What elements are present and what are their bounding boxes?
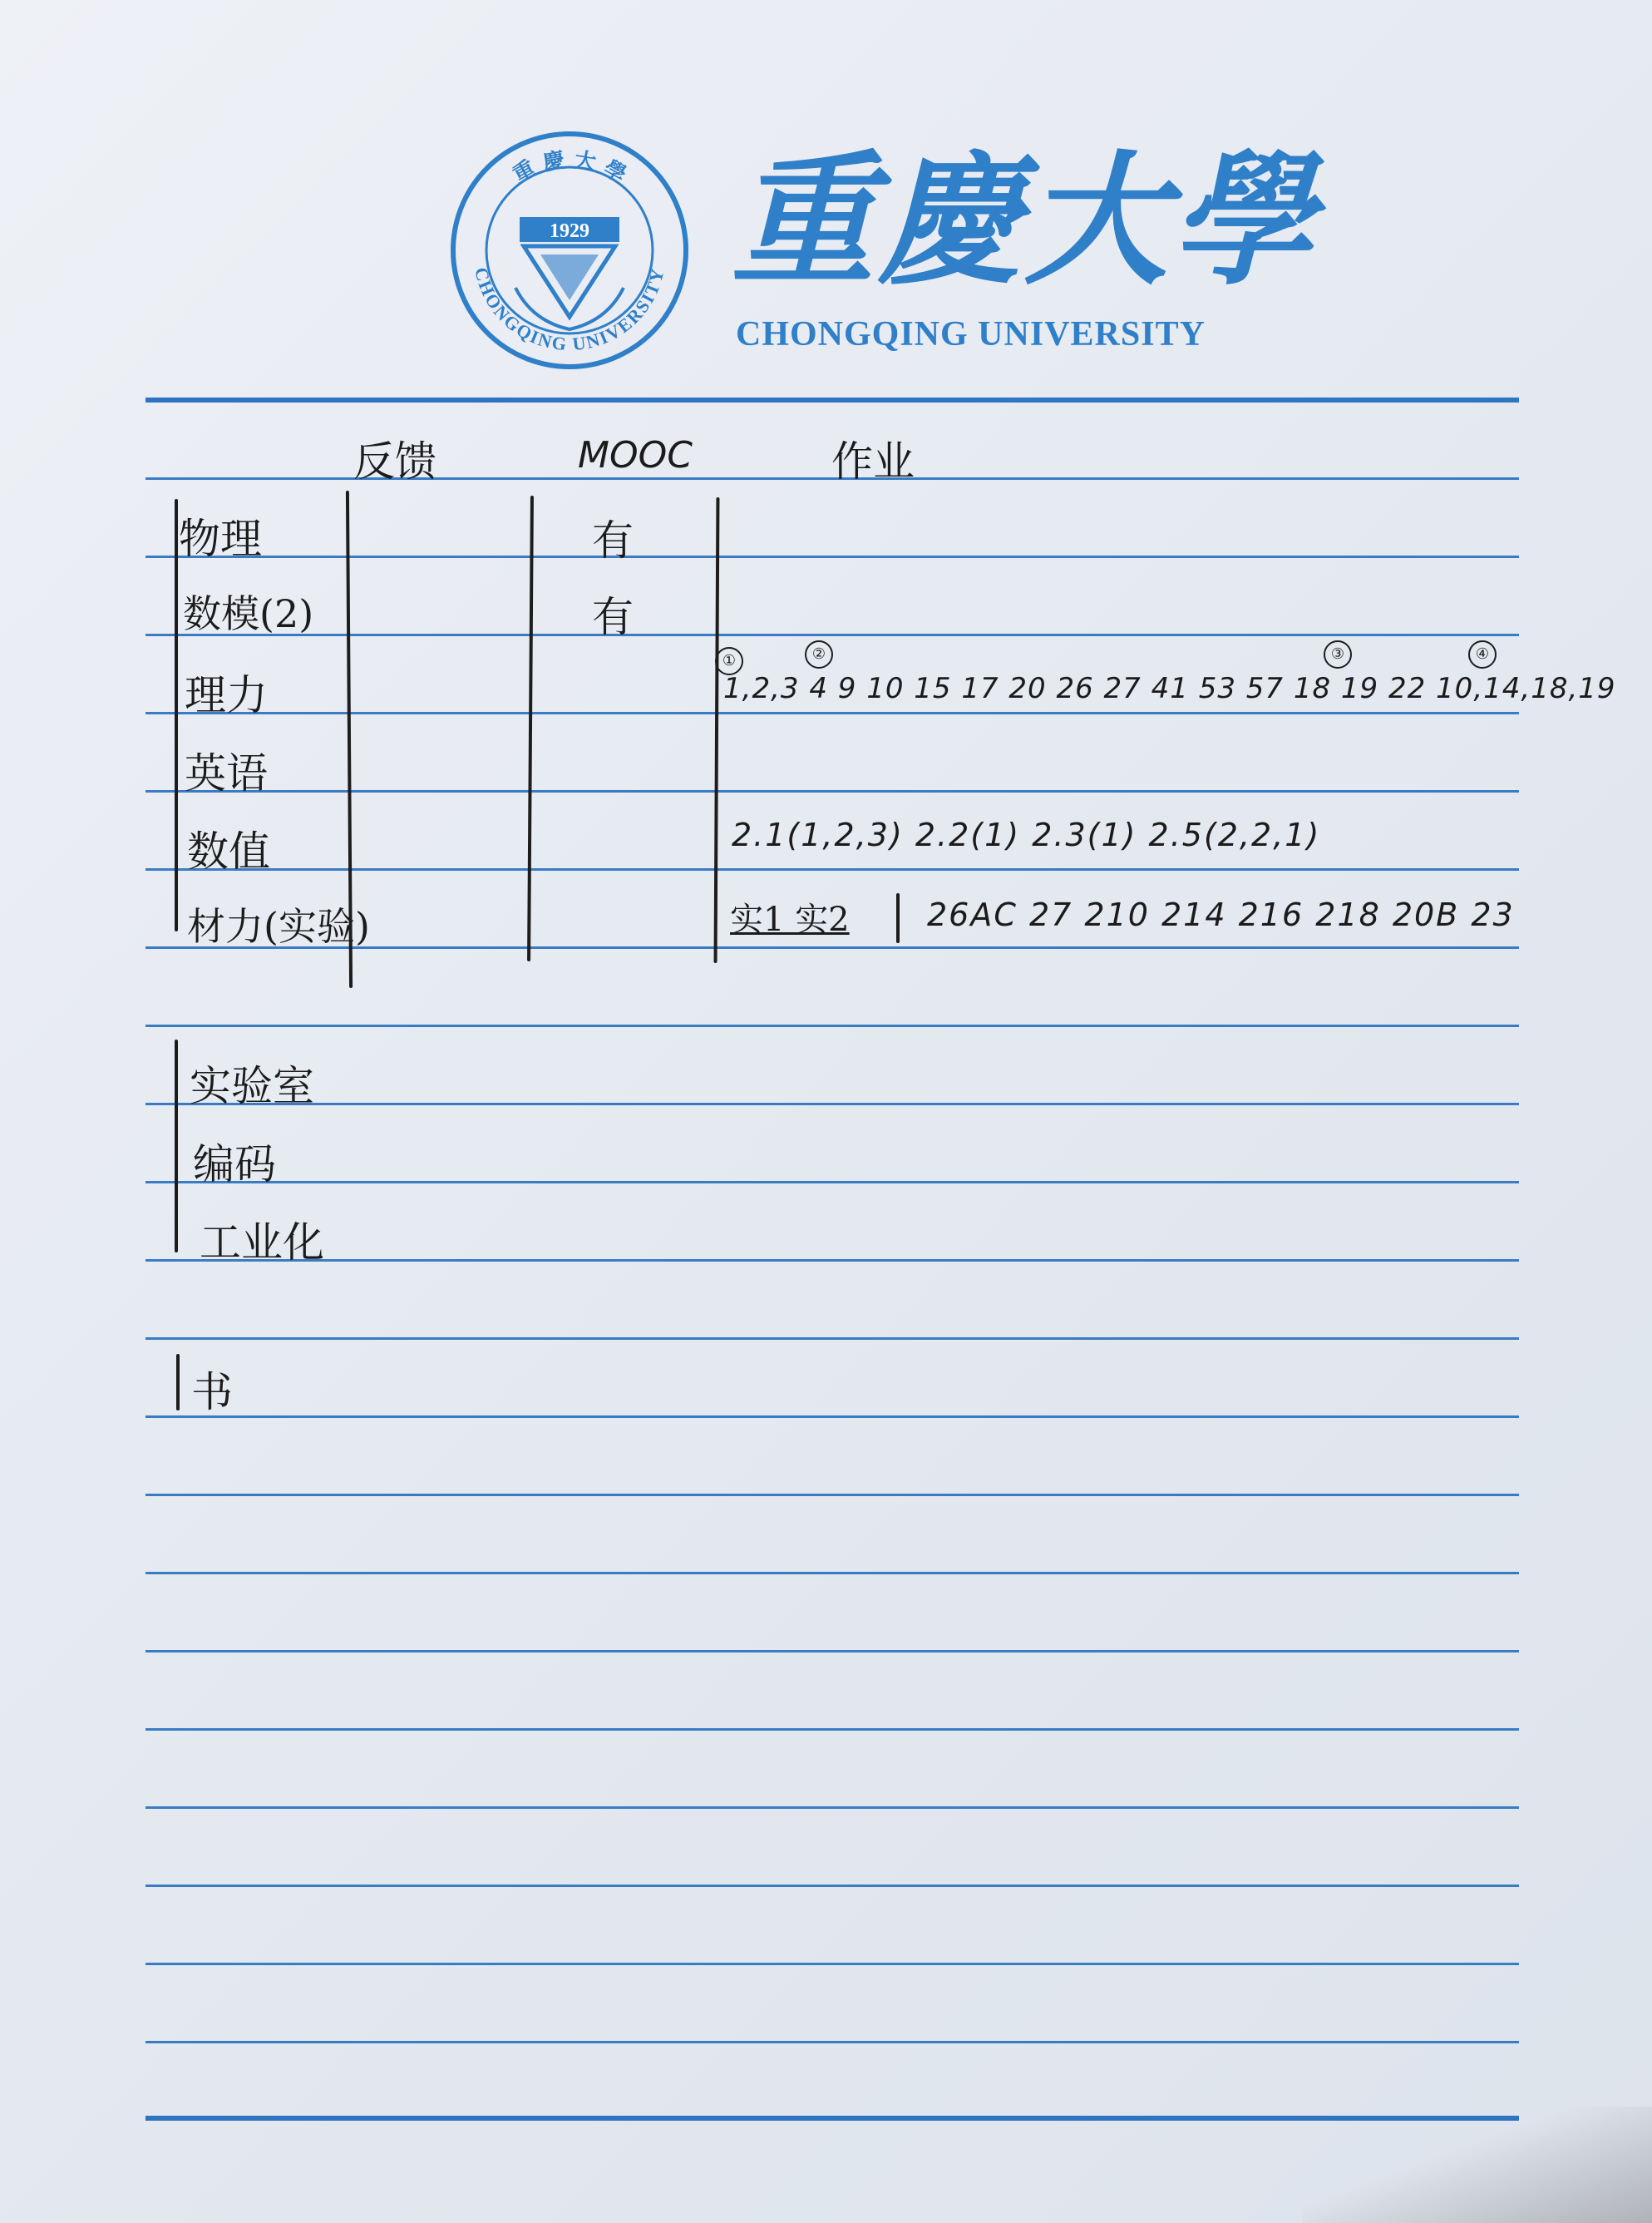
ruled-line [145,1259,1519,1262]
seal-year: 1929 [550,220,589,242]
svg-text:CHONGQING UNIVERSITY: CHONGQING UNIVERSITY [471,265,668,355]
homework-material-experiments: 实1 实2 [730,901,850,939]
section3-books: 书 [191,1368,233,1416]
circled-mark-2: ② [805,640,833,669]
ruled-line [145,1415,1519,1418]
section2-coding: 编码 [193,1140,276,1188]
ruled-line [145,790,1519,793]
ruled-line [145,1181,1519,1183]
ruled-line [145,1494,1519,1496]
ruled-line [145,2041,1519,2043]
section3-left-border [176,1354,180,1410]
ruled-line [145,1337,1519,1340]
circled-mark-4: ④ [1468,640,1497,669]
svg-text:重 慶 大 學: 重 慶 大 學 [509,147,630,189]
ruled-line [145,1103,1519,1105]
subject-math-modeling: 数模(2) [183,591,314,636]
ruled-line [145,1650,1519,1652]
bottom-rule [145,2116,1519,2121]
subject-physics: 物理 [179,515,262,563]
ruled-line [145,1572,1519,1574]
ruled-line [145,1963,1519,1965]
photo-shadow [1303,2107,1652,2223]
ruled-line [145,556,1519,558]
subject-numerical: 数值 [187,827,270,876]
ruled-line [145,1025,1519,1027]
header-feedback: 反馈 [353,437,436,486]
university-seal [449,130,690,371]
section2-left-border [175,1040,178,1252]
ruled-line [145,634,1519,636]
circled-mark-1: ① [715,647,743,675]
ruled-line [145,712,1519,714]
homework-theoretical-mechanics: 1,2,3 4 9 10 15 17 20 26 27 41 53 57 18 19 22 10,14,18,19 [723,672,1616,705]
homework-material-mechanics: 26AC 27 210 214 216 218 20B 23 [927,897,1515,933]
section2-industrialization: 工业化 [200,1218,324,1267]
ruled-line [145,1885,1519,1887]
university-name-cn: 重慶大學 [732,136,1317,304]
subject-material-mechanics: 材力(实验) [187,904,370,949]
subject-theoretical-mechanics: 理力 [185,671,268,719]
ruled-line [145,1728,1519,1731]
header-homework: 作业 [831,437,915,486]
top-rule [145,398,1519,403]
mooc-physics: 有 [592,516,634,565]
header-mooc: MOOC [578,434,693,477]
section2-lab: 实验室 [190,1062,314,1110]
homework-separator [896,893,900,943]
university-name-en: CHONGQING UNIVERSITY [736,315,1206,353]
mooc-math-modeling: 有 [592,593,634,641]
homework-numerical: 2.1(1,2,3) 2.2(1) 2.3(1) 2.5(2,2,1) [732,817,1321,853]
table-left-border [175,499,178,931]
subject-english: 英语 [185,749,268,798]
ruled-line [145,1806,1519,1809]
circled-mark-3: ③ [1324,640,1352,669]
